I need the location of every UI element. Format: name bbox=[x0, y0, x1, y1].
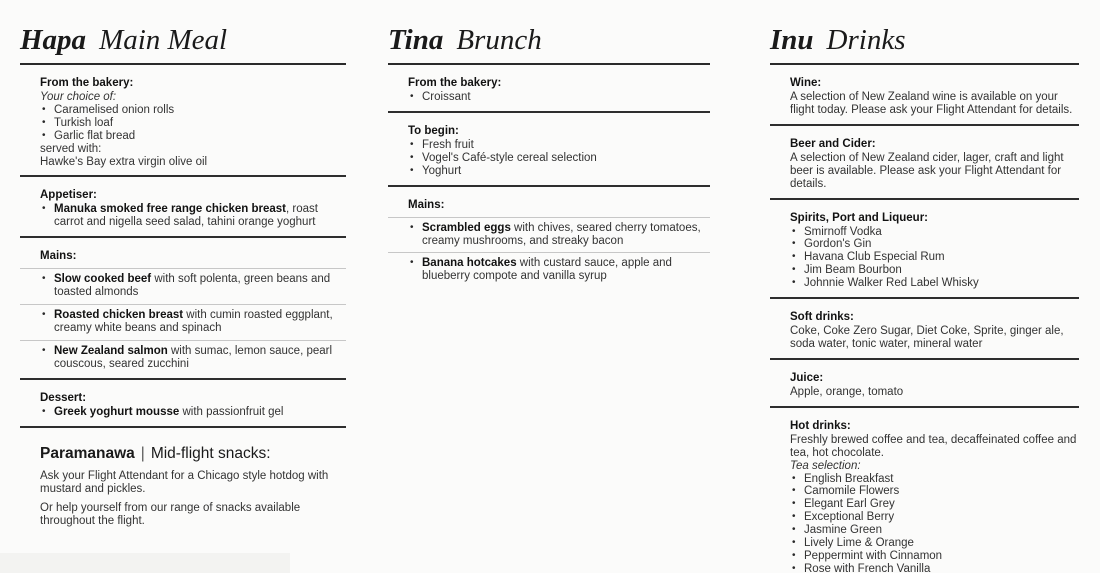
item-description: with custard sauce, apple and blueberry compote and vanilla syrup bbox=[422, 257, 672, 283]
menu-item-text bbox=[422, 165, 461, 178]
section-heading: From the bakery: bbox=[40, 77, 134, 89]
bullet-icon: • bbox=[792, 277, 796, 289]
menu-column-tina bbox=[388, 0, 710, 283]
menu-item-text bbox=[804, 226, 882, 239]
menu-item bbox=[42, 203, 346, 229]
item-name: Banana hotcakes bbox=[422, 257, 517, 270]
item-description: Jasmine Green bbox=[804, 524, 882, 537]
menu-section bbox=[20, 444, 346, 529]
item-description: English Breakfast bbox=[804, 472, 894, 485]
item-description: Rose with French Vanilla bbox=[804, 562, 931, 573]
menu-item bbox=[792, 498, 1079, 511]
menu-item-text bbox=[804, 524, 882, 537]
menu-item bbox=[792, 251, 1079, 264]
bullet-icon: • bbox=[42, 273, 46, 285]
menu-item bbox=[792, 277, 1079, 290]
snacks-heading-maori: Paramanawa bbox=[40, 444, 135, 462]
item-name: New Zealand salmon bbox=[54, 344, 168, 357]
section-text: A selection of New Zealand cider, lager, craft and light beer is available. Please ask your Flight Attendant for details. bbox=[790, 151, 1064, 190]
menu-title-english: Brunch bbox=[456, 24, 542, 56]
bullet-icon: • bbox=[410, 164, 414, 176]
item-name: Scrambled eggs bbox=[422, 221, 511, 234]
section-divider bbox=[388, 111, 710, 113]
menu-section bbox=[770, 77, 1079, 126]
section-heading: Beer and Cider: bbox=[790, 137, 876, 150]
menu-section bbox=[20, 392, 346, 428]
menu-item-text bbox=[422, 139, 474, 152]
menu-item bbox=[42, 345, 346, 371]
title-rule bbox=[770, 63, 1079, 65]
menu-item bbox=[792, 238, 1079, 251]
item-description: with sumac, lemon sauce, pearl couscous, seared zucchini bbox=[54, 344, 333, 370]
menu-item bbox=[42, 273, 346, 299]
section-heading: Mains: bbox=[408, 198, 445, 211]
section-divider bbox=[770, 124, 1079, 126]
bullet-icon: • bbox=[410, 138, 414, 150]
snacks-heading bbox=[40, 444, 346, 463]
menu-item-text bbox=[804, 238, 871, 251]
menu-column-inu bbox=[770, 0, 1079, 573]
bullet-icon: • bbox=[792, 524, 796, 536]
menu-item bbox=[792, 524, 1079, 537]
section-text: Coke, Coke Zero Sugar, Diet Coke, Sprite, ginger ale, soda water, tonic water, mineral water bbox=[790, 325, 1064, 350]
menu-item bbox=[42, 130, 346, 143]
menu-item-text bbox=[422, 257, 710, 283]
item-divider bbox=[388, 217, 710, 218]
bullet-icon: • bbox=[42, 405, 46, 417]
menu-item-text bbox=[422, 152, 597, 165]
menu-item-text bbox=[804, 498, 895, 511]
section-text: Ask your Flight Attendant for a Chicago style hotdog with mustard and pickles. bbox=[40, 469, 329, 495]
item-description: Turkish loaf bbox=[54, 116, 114, 129]
item-description: Caramelised onion rolls bbox=[54, 103, 175, 116]
menu-section bbox=[770, 212, 1079, 300]
section-divider bbox=[20, 378, 346, 380]
menu-title-english: Drinks bbox=[826, 24, 906, 56]
bullet-icon: • bbox=[410, 257, 414, 269]
menu-item bbox=[792, 485, 1079, 498]
bullet-icon: • bbox=[792, 537, 796, 549]
item-description: Jim Beam Bourbon bbox=[804, 264, 902, 277]
menu-item-text bbox=[804, 485, 899, 498]
menu-item bbox=[792, 537, 1079, 550]
section-heading: Dessert: bbox=[40, 391, 87, 404]
menu-item bbox=[410, 165, 710, 178]
section-divider bbox=[770, 198, 1079, 200]
item-name: Manuka smoked free range chicken breast bbox=[54, 203, 287, 216]
menu-item-text bbox=[54, 345, 346, 371]
item-description: with chives, seared cherry tomatoes, creamy mushrooms, and streaky bacon bbox=[422, 221, 701, 247]
item-description: Elegant Earl Grey bbox=[804, 498, 895, 511]
item-description: Fresh fruit bbox=[422, 138, 474, 151]
bullet-icon: • bbox=[42, 116, 46, 128]
menu-item-text bbox=[422, 222, 710, 248]
bullet-icon: • bbox=[42, 309, 46, 321]
item-description: Yoghurt bbox=[422, 164, 462, 177]
menu-item bbox=[410, 257, 710, 283]
menu-section bbox=[770, 138, 1079, 200]
bullet-icon: • bbox=[792, 562, 796, 573]
section-divider bbox=[388, 185, 710, 187]
section-note: Your choice of: bbox=[40, 91, 117, 103]
section-text: Freshly brewed coffee and tea, decaffeinated coffee and tea, hot chocolate. bbox=[790, 433, 1077, 459]
bullet-icon: • bbox=[792, 472, 796, 484]
menu-item bbox=[792, 226, 1079, 239]
section-note: Tea selection: bbox=[790, 459, 861, 472]
item-description: Havana Club Especial Rum bbox=[804, 251, 945, 264]
bullet-icon: • bbox=[792, 238, 796, 250]
menu-item bbox=[792, 264, 1079, 277]
bullet-icon: • bbox=[42, 344, 46, 356]
scan-shadow bbox=[0, 553, 290, 573]
menu-item bbox=[792, 563, 1079, 573]
bullet-icon: • bbox=[792, 549, 796, 561]
item-description: with passionfruit gel bbox=[179, 405, 284, 418]
bullet-icon: • bbox=[792, 264, 796, 276]
section-text: A selection of New Zealand wine is available on your flight today. Please ask your Flight Attendant for details. bbox=[790, 91, 1073, 116]
menu-item-text bbox=[54, 104, 174, 117]
section-divider bbox=[20, 236, 346, 238]
menu-column-hapa bbox=[20, 0, 346, 528]
bullet-icon: • bbox=[792, 498, 796, 510]
menu-item bbox=[792, 550, 1079, 563]
item-divider bbox=[388, 252, 710, 253]
item-description: Vogel's Café-style cereal selection bbox=[422, 151, 597, 164]
item-description: with soft polenta, green beans and toasted almonds bbox=[54, 273, 331, 299]
menu-item bbox=[792, 473, 1079, 486]
item-name: Greek yoghurt mousse bbox=[54, 405, 180, 418]
menu-item-text bbox=[54, 117, 113, 130]
section-heading: Soft drinks: bbox=[790, 311, 854, 324]
section-heading: To begin: bbox=[408, 124, 459, 137]
item-description: Camomile Flowers bbox=[804, 485, 900, 498]
bullet-icon: • bbox=[410, 91, 414, 102]
item-description: Peppermint with Cinnamon bbox=[804, 549, 943, 562]
bullet-icon: • bbox=[42, 103, 46, 115]
menu-section bbox=[770, 420, 1079, 573]
section-text: Apple, orange, tomato bbox=[790, 385, 904, 398]
item-description: Gordon's Gin bbox=[804, 238, 872, 251]
section-divider bbox=[20, 426, 346, 428]
item-description: with cumin roasted eggplant, creamy white beans and spinach bbox=[54, 309, 333, 334]
menu-section bbox=[20, 189, 346, 238]
menu-section bbox=[20, 250, 346, 379]
title-rule bbox=[20, 63, 346, 65]
menu-item-text bbox=[54, 309, 346, 335]
item-description: Lively Lime & Orange bbox=[804, 537, 914, 550]
section-heading: Appetiser: bbox=[40, 189, 97, 202]
menu-item-text bbox=[804, 511, 894, 524]
item-description: , roast carrot and nigella seed salad, tahini orange yoghurt bbox=[54, 203, 318, 229]
section-text: Or help yourself from our range of snacks available throughout the flight. bbox=[40, 502, 301, 528]
menu-item-text bbox=[54, 203, 346, 229]
bullet-icon: • bbox=[42, 203, 46, 215]
menu-item-text bbox=[54, 130, 135, 143]
menu-section bbox=[770, 372, 1079, 408]
menu-item-text bbox=[804, 537, 914, 550]
item-description: Garlic flat bread bbox=[54, 129, 136, 142]
menu-item-text bbox=[54, 406, 283, 419]
bullet-icon: • bbox=[410, 151, 414, 163]
bullet-icon: • bbox=[792, 511, 796, 523]
bullet-icon: • bbox=[792, 225, 796, 237]
menu-title bbox=[388, 23, 710, 57]
item-description: Exceptional Berry bbox=[804, 511, 895, 524]
section-heading: Hot drinks: bbox=[790, 419, 851, 432]
menu-title-maori: Inu bbox=[770, 24, 814, 56]
menu-item bbox=[42, 104, 346, 117]
menu-item bbox=[42, 406, 346, 419]
section-heading: Juice: bbox=[790, 371, 824, 384]
menu-item bbox=[410, 139, 710, 152]
section-heading: Spirits, Port and Liqueur: bbox=[790, 211, 929, 224]
menu-item bbox=[42, 117, 346, 130]
menu-item-text bbox=[804, 473, 894, 486]
snacks-heading-separator: | bbox=[140, 444, 145, 462]
menu-section bbox=[388, 77, 710, 113]
item-divider bbox=[20, 304, 346, 305]
menu-title-english: Main Meal bbox=[99, 24, 228, 56]
item-divider bbox=[20, 268, 346, 269]
menu-title-maori: Tina bbox=[388, 24, 444, 56]
menu-item-text bbox=[804, 264, 902, 277]
menu-item bbox=[410, 91, 710, 104]
section-divider bbox=[770, 297, 1079, 299]
section-note: served with: bbox=[40, 142, 102, 155]
section-divider bbox=[770, 358, 1079, 360]
menu-item bbox=[42, 309, 346, 335]
section-heading: Mains: bbox=[40, 250, 77, 263]
bullet-icon: • bbox=[792, 251, 796, 263]
menu-item-text bbox=[804, 550, 942, 563]
bullet-icon: • bbox=[42, 129, 46, 141]
menu-title bbox=[20, 23, 346, 57]
snacks-heading-english: Mid-flight snacks: bbox=[150, 444, 271, 462]
bullet-icon: • bbox=[792, 485, 796, 497]
menu-section bbox=[770, 311, 1079, 360]
menu-item-text bbox=[804, 563, 930, 573]
menu-item-text bbox=[54, 273, 346, 299]
item-description: Croissant bbox=[422, 91, 471, 103]
item-divider bbox=[20, 340, 346, 341]
section-heading: From the bakery: bbox=[408, 77, 502, 89]
section-divider bbox=[770, 406, 1079, 408]
bullet-icon: • bbox=[410, 221, 414, 233]
menu-section bbox=[388, 199, 710, 284]
menu-item bbox=[792, 511, 1079, 524]
menu-item bbox=[410, 222, 710, 248]
menu-section bbox=[20, 77, 346, 177]
section-note: Hawke's Bay extra virgin olive oil bbox=[40, 155, 208, 168]
item-description: Johnnie Walker Red Label Whisky bbox=[804, 277, 979, 290]
menu-item-text bbox=[422, 91, 471, 104]
menu-item-text bbox=[804, 277, 979, 290]
menu-title bbox=[770, 23, 1079, 57]
item-name: Roasted chicken breast bbox=[54, 309, 184, 322]
menu-item-text bbox=[804, 251, 945, 264]
section-heading: Wine: bbox=[790, 77, 822, 89]
menu-item bbox=[410, 152, 710, 165]
item-description: Smirnoff Vodka bbox=[804, 225, 882, 238]
menu-section bbox=[388, 125, 710, 187]
item-name: Slow cooked beef bbox=[54, 273, 152, 286]
menu-title-maori: Hapa bbox=[20, 24, 87, 56]
section-divider bbox=[20, 175, 346, 177]
title-rule bbox=[388, 63, 710, 65]
